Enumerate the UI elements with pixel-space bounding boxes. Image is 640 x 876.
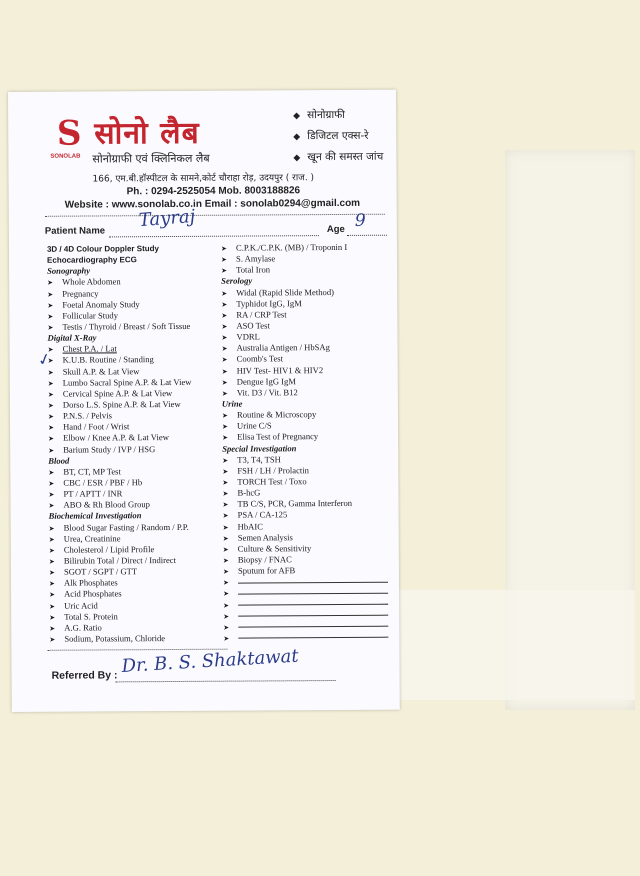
test-label: Elbow / Knee A.P. & Lat View	[63, 432, 169, 444]
test-label: BT, CT, MP Test	[63, 466, 121, 477]
blank-test-line[interactable]	[223, 632, 388, 644]
test-label: Coomb's Test	[236, 353, 284, 365]
test-item[interactable]	[47, 287, 191, 299]
test-item[interactable]	[48, 365, 192, 377]
logo-caption: SONOLAB	[50, 153, 81, 160]
lab-website-email: Website : www.sonolab.co.in Email : sonolab0294@gmail.com	[64, 197, 361, 211]
test-label: Foetal Anomaly Study	[62, 298, 140, 310]
test-item[interactable]	[48, 354, 192, 366]
right-test-column	[221, 242, 388, 644]
services-list	[293, 108, 383, 172]
test-label: C.P.K./C.P.K. (MB) / Troponin I	[235, 241, 348, 253]
test-label: Barium Study / IVP / HSG	[63, 443, 156, 455]
test-label: VDRL	[236, 331, 260, 342]
test-label: Pregnancy	[62, 288, 99, 299]
test-label: Australia Antigen / HbSAg	[236, 342, 330, 353]
test-label: Sonography	[47, 265, 91, 277]
test-label: Uric Acid	[64, 599, 98, 611]
test-label: HbAIC	[237, 520, 263, 532]
diamond-icon: ◆	[293, 111, 301, 122]
test-item[interactable]	[48, 488, 192, 500]
test-label: ABO & Rh Blood Group	[63, 499, 150, 510]
test-item[interactable]	[48, 466, 192, 478]
test-label: K.U.B. Routine / Standing	[62, 354, 154, 366]
test-item[interactable]	[48, 410, 192, 422]
test-label: Blood	[48, 455, 70, 466]
left-test-column	[47, 243, 193, 645]
test-label: Vit. D3 / Vit. B12	[236, 387, 298, 398]
test-label: PT / APTT / INR	[63, 488, 123, 499]
age-value: 9	[354, 210, 366, 231]
test-category-bold	[47, 254, 191, 266]
test-label: S. Amylase	[235, 253, 276, 264]
test-item[interactable]	[49, 555, 193, 567]
test-label: Dengue IgG IgM	[236, 375, 296, 387]
patient-name-value: Tayraj	[138, 205, 196, 232]
test-label: Whole Abdomen	[62, 276, 121, 288]
test-label: Total S. Protein	[64, 610, 118, 622]
test-label: PSA / CA-125	[237, 509, 288, 520]
age-field[interactable]	[347, 235, 387, 236]
test-item[interactable]	[48, 477, 192, 489]
test-label: Dorso L.S. Spine A.P. & Lat View	[62, 398, 181, 410]
test-item[interactable]	[48, 377, 192, 389]
test-label: Echocardiography ECG	[47, 255, 137, 265]
sonolab-logo-icon: S	[56, 113, 82, 154]
divider	[45, 214, 385, 217]
test-label: Urea, Creatinine	[63, 532, 121, 544]
test-label: Acid Phosphates	[64, 588, 122, 600]
section-heading	[48, 455, 192, 467]
test-item[interactable]	[47, 276, 191, 288]
test-label: TB C/S, PCR, Gamma Interferon	[237, 498, 353, 509]
test-label: Special Investigation	[222, 442, 297, 454]
lab-brand-name: सोनो लैब	[94, 115, 200, 152]
test-label: Biopsy / FNAC	[237, 554, 292, 565]
tape-strip-lower	[395, 590, 635, 700]
age-label: Age	[326, 223, 345, 236]
test-label: CBC / ESR / PBF / Hb	[63, 477, 143, 488]
test-label: TORCH Test / Toxo	[237, 476, 307, 487]
test-item[interactable]	[48, 432, 192, 444]
test-label: HIV Test- HIV1 & HIV2	[236, 364, 324, 376]
test-item[interactable]	[49, 533, 193, 545]
test-label: T3, T4, TSH	[237, 454, 281, 465]
diamond-icon: ◆	[293, 132, 301, 143]
test-label: Hand / Foot / Wrist	[63, 421, 130, 432]
test-label: Biochemical Investigation	[48, 510, 142, 522]
referred-by-value: Dr. B. S. Shaktawat	[121, 645, 300, 677]
test-item[interactable]	[49, 544, 193, 556]
patient-name-field[interactable]	[109, 235, 319, 237]
test-label: B-hcG	[237, 487, 261, 498]
test-label: Urine C/S	[237, 420, 272, 431]
test-item[interactable]	[47, 321, 191, 333]
blank-test-line[interactable]	[223, 609, 388, 621]
service-item: ◆ खून की समस्त जांच	[293, 150, 384, 164]
test-label: FSH / LH / Prolactin	[237, 464, 309, 476]
blank-test-line[interactable]	[223, 620, 388, 632]
test-label: RA / CRP Test	[236, 309, 287, 320]
test-label: Bilirubin Total / Direct / Indirect	[63, 554, 177, 566]
blank-test-line[interactable]	[223, 587, 388, 599]
test-label: Cervical Spine A.P. & Lat View	[62, 387, 173, 399]
blank-test-line[interactable]	[223, 598, 388, 610]
test-label: Alk Phosphates	[63, 577, 118, 588]
section-heading	[47, 332, 191, 344]
test-label: Testis / Thyroid / Breast / Soft Tissue	[62, 320, 191, 332]
service-item: ◆ डिजिटल एक्स-रे	[293, 129, 369, 143]
patient-name-label: Patient Name	[44, 225, 106, 237]
test-label: P.N.S. / Pelvis	[62, 410, 112, 421]
lab-subtitle: सोनोग्राफी एवं क्लिनिकल लैब	[92, 151, 210, 166]
test-item[interactable]	[49, 521, 193, 533]
test-item[interactable]	[49, 633, 193, 645]
test-label: Lumbo Sacral Spine A.P. & Lat View	[62, 376, 192, 388]
referred-by-label: Referred By :	[51, 669, 118, 682]
test-item[interactable]	[49, 611, 193, 623]
lab-address: 166, एम.बी.हॉस्पीटल के सामने,कोर्ट चौराहा रोड़, उदयपुर ( राज. )	[92, 173, 315, 185]
test-label: Cholesterol / Lipid Profile	[63, 543, 155, 555]
test-label: Elisa Test of Pregnancy	[237, 431, 319, 442]
test-label: Skull A.P. & Lat View	[62, 365, 140, 377]
test-label: Follicular Study	[62, 310, 119, 321]
test-label: 3D / 4D Colour Doppler Study	[46, 244, 160, 254]
test-item[interactable]	[47, 299, 191, 311]
test-item[interactable]	[48, 343, 192, 355]
test-label: Chest P.A. / Lat	[62, 343, 117, 354]
section-heading	[49, 510, 193, 522]
referred-by-field[interactable]	[116, 680, 336, 682]
service-item: ◆ सोनोग्राफी	[293, 108, 346, 122]
test-label: Semen Analysis	[237, 531, 293, 543]
test-label: Urine	[221, 398, 243, 409]
test-item[interactable]	[49, 588, 193, 600]
test-category-bold	[47, 243, 191, 255]
test-item[interactable]	[47, 310, 191, 322]
test-label: Serology	[221, 275, 253, 287]
test-label: Widal (Rapid Slide Method)	[236, 286, 335, 298]
test-label: Digital X-Ray	[47, 332, 97, 343]
test-item[interactable]	[49, 566, 193, 578]
test-label: SGOT / SGPT / GTT	[63, 566, 138, 577]
section-heading	[47, 265, 191, 277]
lab-requisition-slip	[8, 90, 400, 712]
test-label: Culture & Sensitivity	[237, 542, 312, 554]
test-label: Sputum for AFB	[237, 565, 296, 576]
test-label: Routine & Microscopy	[236, 409, 317, 420]
test-item[interactable]	[48, 388, 192, 400]
test-item[interactable]	[48, 499, 192, 511]
diamond-icon: ◆	[293, 153, 301, 164]
test-label: Blood Sugar Fasting / Random / P.P.	[63, 521, 189, 533]
test-label: Total Iron	[236, 264, 271, 275]
test-item[interactable]	[49, 622, 193, 634]
test-item[interactable]	[48, 399, 192, 411]
test-item[interactable]	[48, 421, 192, 433]
test-label: A.G. Ratio	[64, 622, 102, 633]
test-item[interactable]	[49, 599, 193, 611]
test-item[interactable]	[49, 577, 193, 589]
lab-phone: Ph. : 0294-2525054 Mob. 8003188826	[126, 185, 301, 198]
checkmark-icon: ✓	[35, 348, 54, 371]
test-label: Typhidot IgG, IgM	[236, 297, 302, 309]
test-label: ASO Test	[236, 320, 270, 331]
test-label: Sodium, Potassium, Chloride	[64, 632, 166, 644]
test-item[interactable]	[48, 443, 192, 455]
